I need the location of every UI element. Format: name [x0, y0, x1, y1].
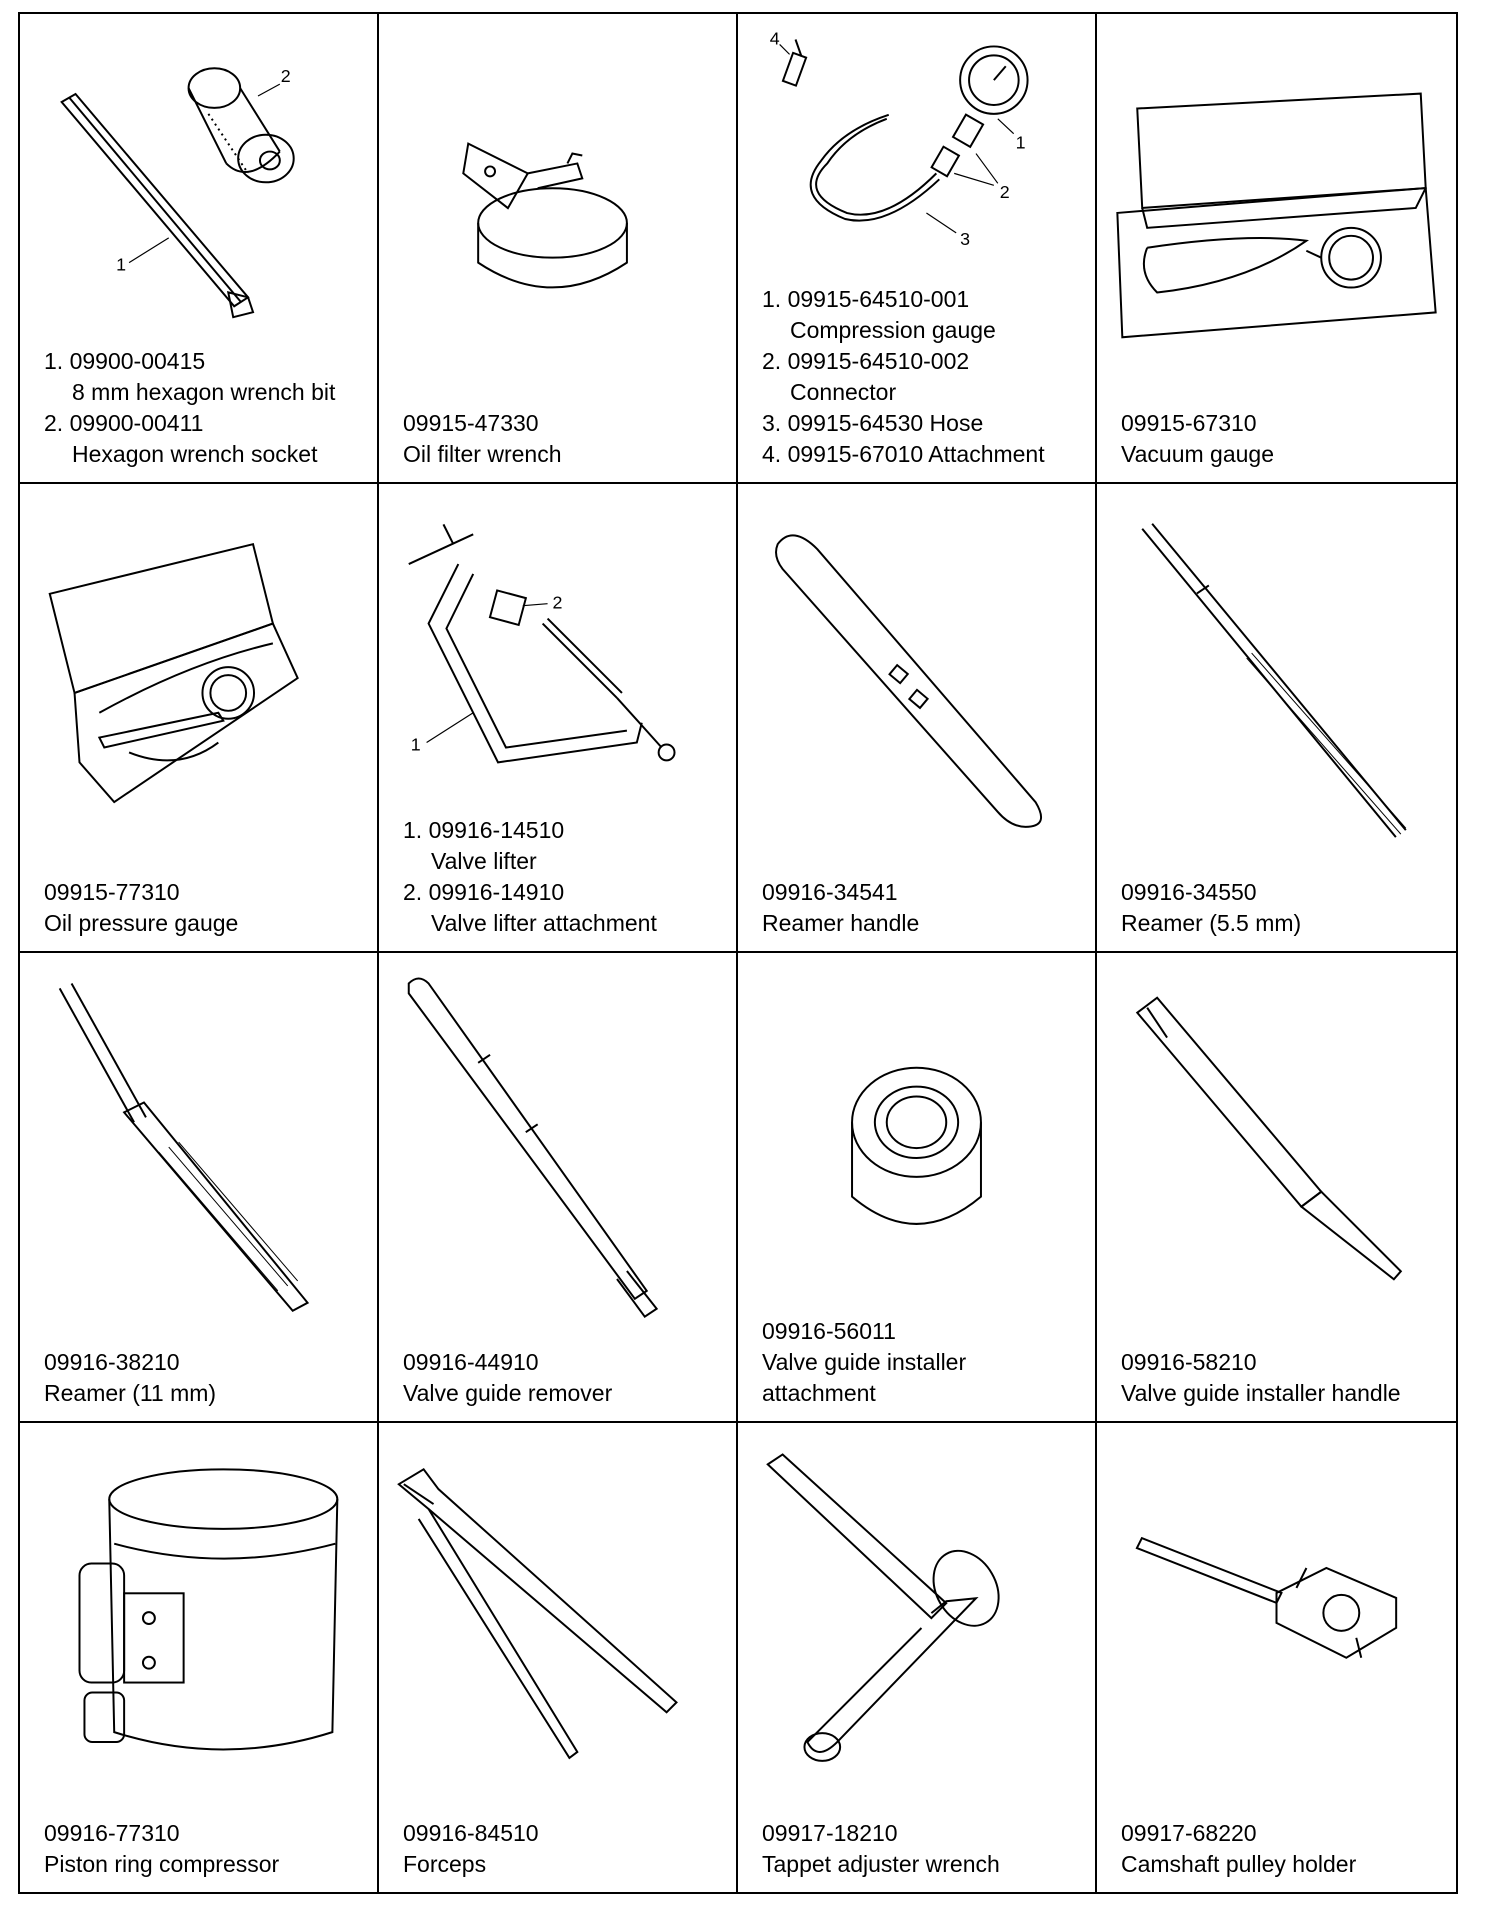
- part-number: 09916-34541: [762, 879, 898, 905]
- callout-1: 1: [116, 254, 127, 275]
- caption: [403, 1818, 726, 1880]
- tool-cell-hexagon-wrench: [20, 14, 379, 484]
- caption: [44, 346, 367, 470]
- tool-cell-reamer-handle: [738, 484, 1097, 954]
- tool-cell-oil-filter-wrench: [379, 14, 738, 484]
- caption: [762, 284, 1085, 470]
- caption: [1121, 1818, 1446, 1880]
- tool-name: Vacuum gauge: [1121, 440, 1275, 467]
- tool-cell-tappet-adjuster-wrench: [738, 1423, 1097, 1893]
- tool-name: Reamer handle: [762, 910, 920, 936]
- tool-cell-reamer-small: [1097, 484, 1456, 954]
- part-number: 09916-44910: [403, 1348, 539, 1375]
- part-number: 09900-00411: [69, 409, 204, 436]
- caption: [403, 815, 726, 939]
- tool-name: Forceps: [403, 1851, 487, 1877]
- tool-cell-oil-pressure-gauge: [20, 484, 379, 954]
- callout-2: 2: [280, 66, 291, 87]
- tool-name: Connector: [790, 378, 897, 405]
- caption: [44, 1818, 367, 1880]
- caption: [762, 1818, 1085, 1880]
- tool-name: Tappet adjuster wrench: [762, 1851, 1000, 1877]
- item-number: 2.: [762, 347, 782, 374]
- tool-name: Piston ring compressor: [44, 1851, 280, 1877]
- tool-cell-piston-ring-compressor: [20, 1423, 379, 1893]
- tool-name: 8 mm hexagon wrench bit: [72, 378, 336, 405]
- tool-name: Valve guide installer: [762, 1348, 967, 1375]
- part-number: 09916-14910: [428, 879, 565, 905]
- tool-name: Attachment: [928, 440, 1045, 467]
- caption: [403, 408, 726, 470]
- tool-cell-valve-lifter: [379, 484, 738, 954]
- part-number: 09900-00415: [69, 347, 206, 374]
- tool-name: Hexagon wrench socket: [72, 440, 318, 467]
- caption: [762, 1316, 1085, 1409]
- part-number: 09916-38210: [44, 1348, 180, 1375]
- caption: [1121, 877, 1446, 939]
- part-number: 09915-64510-001: [787, 285, 970, 312]
- tool-name: Camshaft pulley holder: [1121, 1851, 1357, 1877]
- tool-name: Valve guide installer handle: [1121, 1379, 1401, 1406]
- part-number: 09916-34550: [1121, 879, 1257, 905]
- caption: [1121, 1347, 1446, 1409]
- part-number: 09915-64510-002: [787, 347, 970, 374]
- tool-cell-valve-guide-remover: [379, 953, 738, 1423]
- tool-name: Hose: [929, 409, 984, 436]
- tool-cell-forceps: [379, 1423, 738, 1893]
- part-number: 09915-77310: [44, 879, 180, 905]
- part-number: 09916-58210: [1121, 1348, 1257, 1375]
- caption: [1121, 408, 1446, 470]
- tool-cell-vacuum-gauge: [1097, 14, 1456, 484]
- item-number: 4.: [762, 440, 782, 467]
- tool-name: Oil pressure gauge: [44, 910, 239, 936]
- tool-cell-compression-gauge: [738, 14, 1097, 484]
- part-number: 09916-56011: [762, 1317, 896, 1344]
- tool-cell-reamer-large: [20, 953, 379, 1423]
- caption: [44, 1347, 367, 1409]
- caption: [44, 877, 367, 939]
- caption: [403, 1347, 726, 1409]
- tool-name: Reamer (11 mm): [44, 1379, 217, 1406]
- part-number: 09915-67310: [1121, 409, 1257, 436]
- tool-name: Valve lifter attachment: [431, 910, 657, 936]
- callout-4: 4: [769, 28, 780, 49]
- tool-name: Valve lifter: [431, 848, 537, 874]
- part-number: 09917-68220: [1121, 1820, 1257, 1846]
- part-number: 09915-64530: [787, 409, 924, 436]
- item-number: 3.: [762, 409, 782, 436]
- tool-name-continued: attachment: [762, 1379, 876, 1406]
- item-number: 1.: [403, 817, 423, 843]
- part-number: 09915-47330: [403, 409, 539, 436]
- special-tools-table: [18, 12, 1458, 1894]
- part-number: 09917-18210: [762, 1820, 898, 1846]
- callout-3: 3: [960, 228, 971, 249]
- tool-name: Compression gauge: [790, 316, 996, 343]
- tool-cell-installer-handle: [1097, 953, 1456, 1423]
- tool-name: Oil filter wrench: [403, 440, 562, 467]
- callout-2: 2: [999, 182, 1010, 203]
- callout-1: 1: [1015, 132, 1026, 153]
- part-number: 09916-84510: [403, 1820, 539, 1846]
- tool-name: Valve guide remover: [403, 1379, 613, 1406]
- tool-cell-installer-attachment: [738, 953, 1097, 1423]
- part-number: 09916-77310: [44, 1820, 180, 1846]
- part-number: 09916-14510: [428, 817, 565, 843]
- tool-cell-camshaft-pulley-holder: [1097, 1423, 1456, 1893]
- tool-name: Reamer (5.5 mm): [1121, 910, 1302, 936]
- item-number: 2.: [403, 879, 423, 905]
- item-number: 1.: [762, 285, 782, 312]
- callout-2: 2: [552, 592, 563, 613]
- item-number: 1.: [44, 347, 64, 374]
- callout-1: 1: [410, 733, 421, 754]
- part-number: 09915-67010: [787, 440, 924, 467]
- caption: [762, 877, 1085, 939]
- item-number: 2.: [44, 409, 64, 436]
